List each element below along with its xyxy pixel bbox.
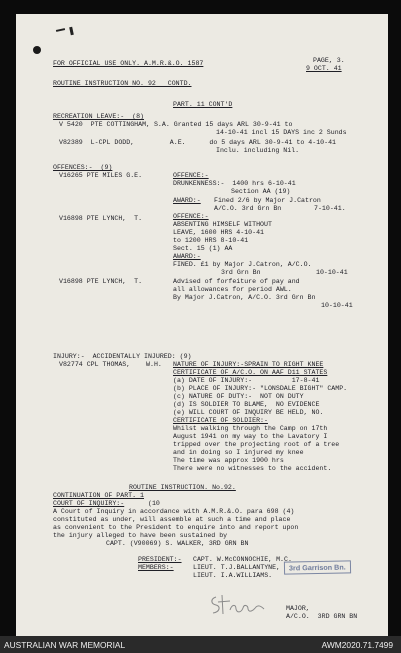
offences-heading: OFFENCES:- (9) (53, 164, 113, 171)
ink-mark (69, 27, 74, 35)
members-label: MEMBERS:- (138, 564, 174, 571)
leave-entry-line: V82389 L-CPL DODD, A.E. do 5 days ARL 30-9-41 to 4-10-41 (59, 139, 336, 146)
forfeiture-detail: By Major J.Catron, A/C.O. 3rd Grn Bn (173, 294, 316, 301)
signoff-rank: MAJOR, (286, 605, 310, 612)
archive-footer (0, 636, 401, 653)
court-body: constituted as under, will assemble at such a time and place (53, 516, 291, 523)
archive-accession-number: AWM2020.71.7499 (321, 640, 393, 650)
certificate-heading: CERTIFICATE OF A/C.O. ON AAF D11 STATES (173, 369, 328, 376)
continuation-subtitle: CONTINUATION OF PART. 1 (53, 492, 145, 499)
ink-mark (56, 28, 65, 32)
soldier-statement: Whilst walking through the Camp on 17th (173, 425, 328, 432)
offender-name: V16265 PTE MILES G.E. (59, 172, 143, 179)
leave-entry-line: Inclu. including Nil. (216, 147, 300, 154)
award-label: AWARD:- (173, 253, 201, 260)
injury-item: (c) NATURE OF DUTY:- NOT ON DUTY (173, 393, 304, 400)
award-detail: Fined 2/6 by Major J.Catron (214, 197, 321, 204)
soldier-certificate-heading: CERTIFICATE OF SOLDIER:- (173, 417, 268, 424)
court-of-inquiry-number: (10 (148, 500, 160, 507)
captain-line: CAPT. (V90069) S. WALKER, 3RD GRN BN (106, 540, 249, 547)
injury-item: (a) DATE OF INJURY:- 17-8-41 (173, 377, 320, 384)
court-body: the injury alleged to have been sustained by (53, 532, 228, 539)
president-label: PRESIDENT:- (138, 556, 182, 563)
forfeiture-date: 10-10-41 (321, 302, 353, 309)
award-detail: FINED. £1 by Major J.Catron, A/C.O. (173, 261, 312, 268)
offence-detail: DRUNKENNESS:- 1400 hrs 6-10-41 (173, 180, 296, 187)
continuation-title: ROUTINE INSTRUCTION. No.92. (129, 484, 236, 491)
punch-hole (33, 46, 41, 54)
part-title: PART. 11 CONT'D (173, 101, 233, 108)
award-by: 3rd Grn Bn (221, 269, 261, 276)
award-label: AWARD:- (173, 197, 201, 204)
member-name: LIEUT. T.J.BALLANTYNE, (193, 564, 281, 571)
handwritten-signature (208, 592, 270, 618)
signoff-unit: A/C.O. 3RD GRN BN (286, 613, 358, 620)
leave-entry-line: 14-10-41 incl 15 DAYS inc 2 Sunds (216, 129, 347, 136)
official-use-line: FOR OFFICIAL USE ONLY. A.M.R.&.O. 1587 (53, 60, 204, 67)
forfeiture-detail: all allowances for period AWL. (173, 286, 292, 293)
nature-of-injury: NATURE OF INJURY:-SPRAIN TO RIGHT KNEE (173, 361, 324, 368)
award-date: 10-10-41 (316, 269, 348, 276)
page-number: PAGE, 3. (313, 57, 345, 64)
soldier-statement: The time was approx 1900 hrs (173, 457, 284, 464)
soldier-statement: tripped over the projecting root of a tree (173, 441, 340, 448)
offence-detail: Sect. 15 (1) AA (173, 245, 233, 252)
offence-detail: LEAVE, 1600 HRS 4-10-41 (173, 229, 265, 236)
soldier-statement: and in doing so I injured my knee (173, 449, 304, 456)
offender-name: V16898 PTE LYNCH, T. (59, 278, 143, 285)
offence-detail: ABSENTING HIMSELF WITHOUT (173, 221, 272, 228)
award-by: A/C.O. 3rd Grn Bn (214, 205, 282, 212)
award-date: 7-10-41. (314, 205, 346, 212)
routine-instruction-title: ROUTINE INSTRUCTION NO. 92 CONTD. (53, 80, 192, 87)
document-date: 9 OCT. 41 (306, 65, 342, 72)
offence-label: OFFENCE:- (173, 213, 209, 220)
injury-item: (b) PLACE OF INJURY:- "LONSDALE BIGHT" CAMP. (173, 385, 348, 392)
injury-item: (e) WILL COURT OF INQUIRY BE HELD, NO. (173, 409, 324, 416)
president-name: CAPT. W.McCONNOCHIE, M.C. (193, 556, 292, 563)
injury-item: (d) IS SOLDIER TO BLAME, NO EVIDENCE (173, 401, 320, 408)
archive-name: AUSTRALIAN WAR MEMORIAL (4, 640, 126, 650)
injury-heading: INJURY:- ACCIDENTALLY INJURED: (9) (53, 353, 192, 360)
court-body: A Court of Inquiry in accordance with A.M.R.&.O. para 698 (4) (53, 508, 295, 515)
injured-soldier: V82774 CPL THOMAS, W.H. (59, 361, 162, 368)
document-page (16, 14, 388, 636)
offence-detail: to 1200 HRS 8-10-41 (173, 237, 249, 244)
forfeiture-detail: Advised of forfeiture of pay and (173, 278, 300, 285)
offence-section: Section AA (19) (231, 188, 291, 195)
leave-entry-line: V 5420 PTE COTTINGHAM, S.A. Granted 15 days ARL 30-9-41 to (59, 121, 293, 128)
soldier-statement: August 1941 on my way to the Lavatory I (173, 433, 328, 440)
recreation-leave-heading: RECREATION LEAVE:- (8) (53, 113, 145, 120)
court-of-inquiry-label: COURT OF INQUIRY:- (53, 500, 125, 507)
court-body: as convenient to the President to enquire into and report upon (53, 524, 299, 531)
offender-name: V16898 PTE LYNCH, T. (59, 215, 143, 222)
member-name: LIEUT. I.A.WILLIAMS. (193, 572, 273, 579)
offence-label: OFFENCE:- (173, 172, 209, 179)
soldier-statement: There were no witnesses to the accident. (173, 465, 332, 472)
garrison-stamp: 3rd Garrison Bn. (284, 560, 351, 574)
